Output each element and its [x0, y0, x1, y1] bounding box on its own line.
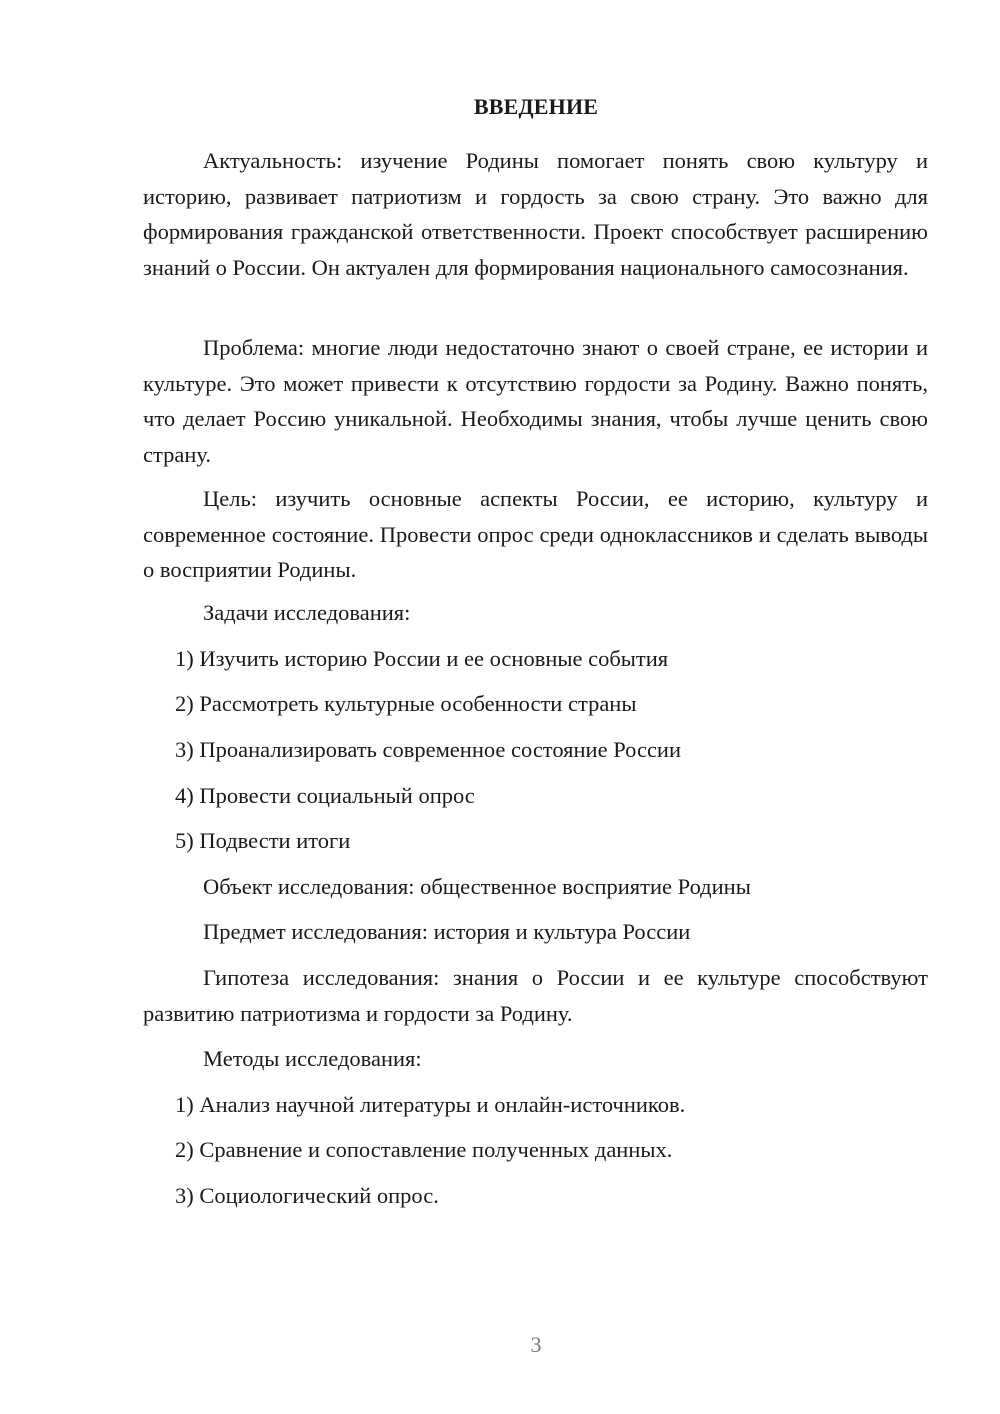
method-item: 2) Сравнение и сопоставление полученных данных.	[175, 1137, 673, 1162]
relevance-paragraph: Актуальность: изучение Родины помогает понять свою культуру и историю, развивает патриотизм и гордость за свою страну. Это важно для формирования гражданской ответственности. Проект способствует расширению знаний о России. Он актуален для формирования национального самосознания.	[143, 148, 928, 280]
hypothesis-paragraph: Гипотеза исследования: знания о России и ее культуре способствуют развитию патриотизма и гордости за Родину.	[143, 965, 928, 1026]
goal-paragraph: Цель: изучить основные аспекты России, ее историю, культуру и современное состояние. Провести опрос среди одноклассников и сделать выводы о восприятии Родины.	[143, 486, 928, 582]
methods-heading: Методы исследования:	[203, 1046, 422, 1071]
task-item: 4) Провести социальный опрос	[175, 783, 475, 808]
task-item: 5) Подвести итоги	[175, 828, 351, 853]
problem-paragraph: Проблема: многие люди недостаточно знают о своей стране, ее истории и культуре. Это может привести к отсутствию гордости за Родину. Важно понять, что делает Россию уникальной. Необходимы знания, чтобы лучше ценить свою страну.	[143, 335, 928, 467]
method-item: 3) Социологический опрос.	[175, 1183, 439, 1208]
page-number: 3	[530, 1332, 542, 1357]
task-item: 1) Изучить историю России и ее основные события	[175, 646, 669, 671]
research-subject: Предмет исследования: история и культура России	[203, 919, 691, 944]
page-title: ВВЕДЕНИЕ	[473, 94, 599, 119]
research-object: Объект исследования: общественное восприятие Родины	[203, 874, 751, 899]
task-item: 3) Проанализировать современное состояние России	[175, 737, 682, 762]
task-item: 2) Рассмотреть культурные особенности страны	[175, 691, 637, 716]
method-item: 1) Анализ научной литературы и онлайн-источников.	[175, 1092, 686, 1117]
tasks-heading: Задачи исследования:	[203, 600, 411, 625]
